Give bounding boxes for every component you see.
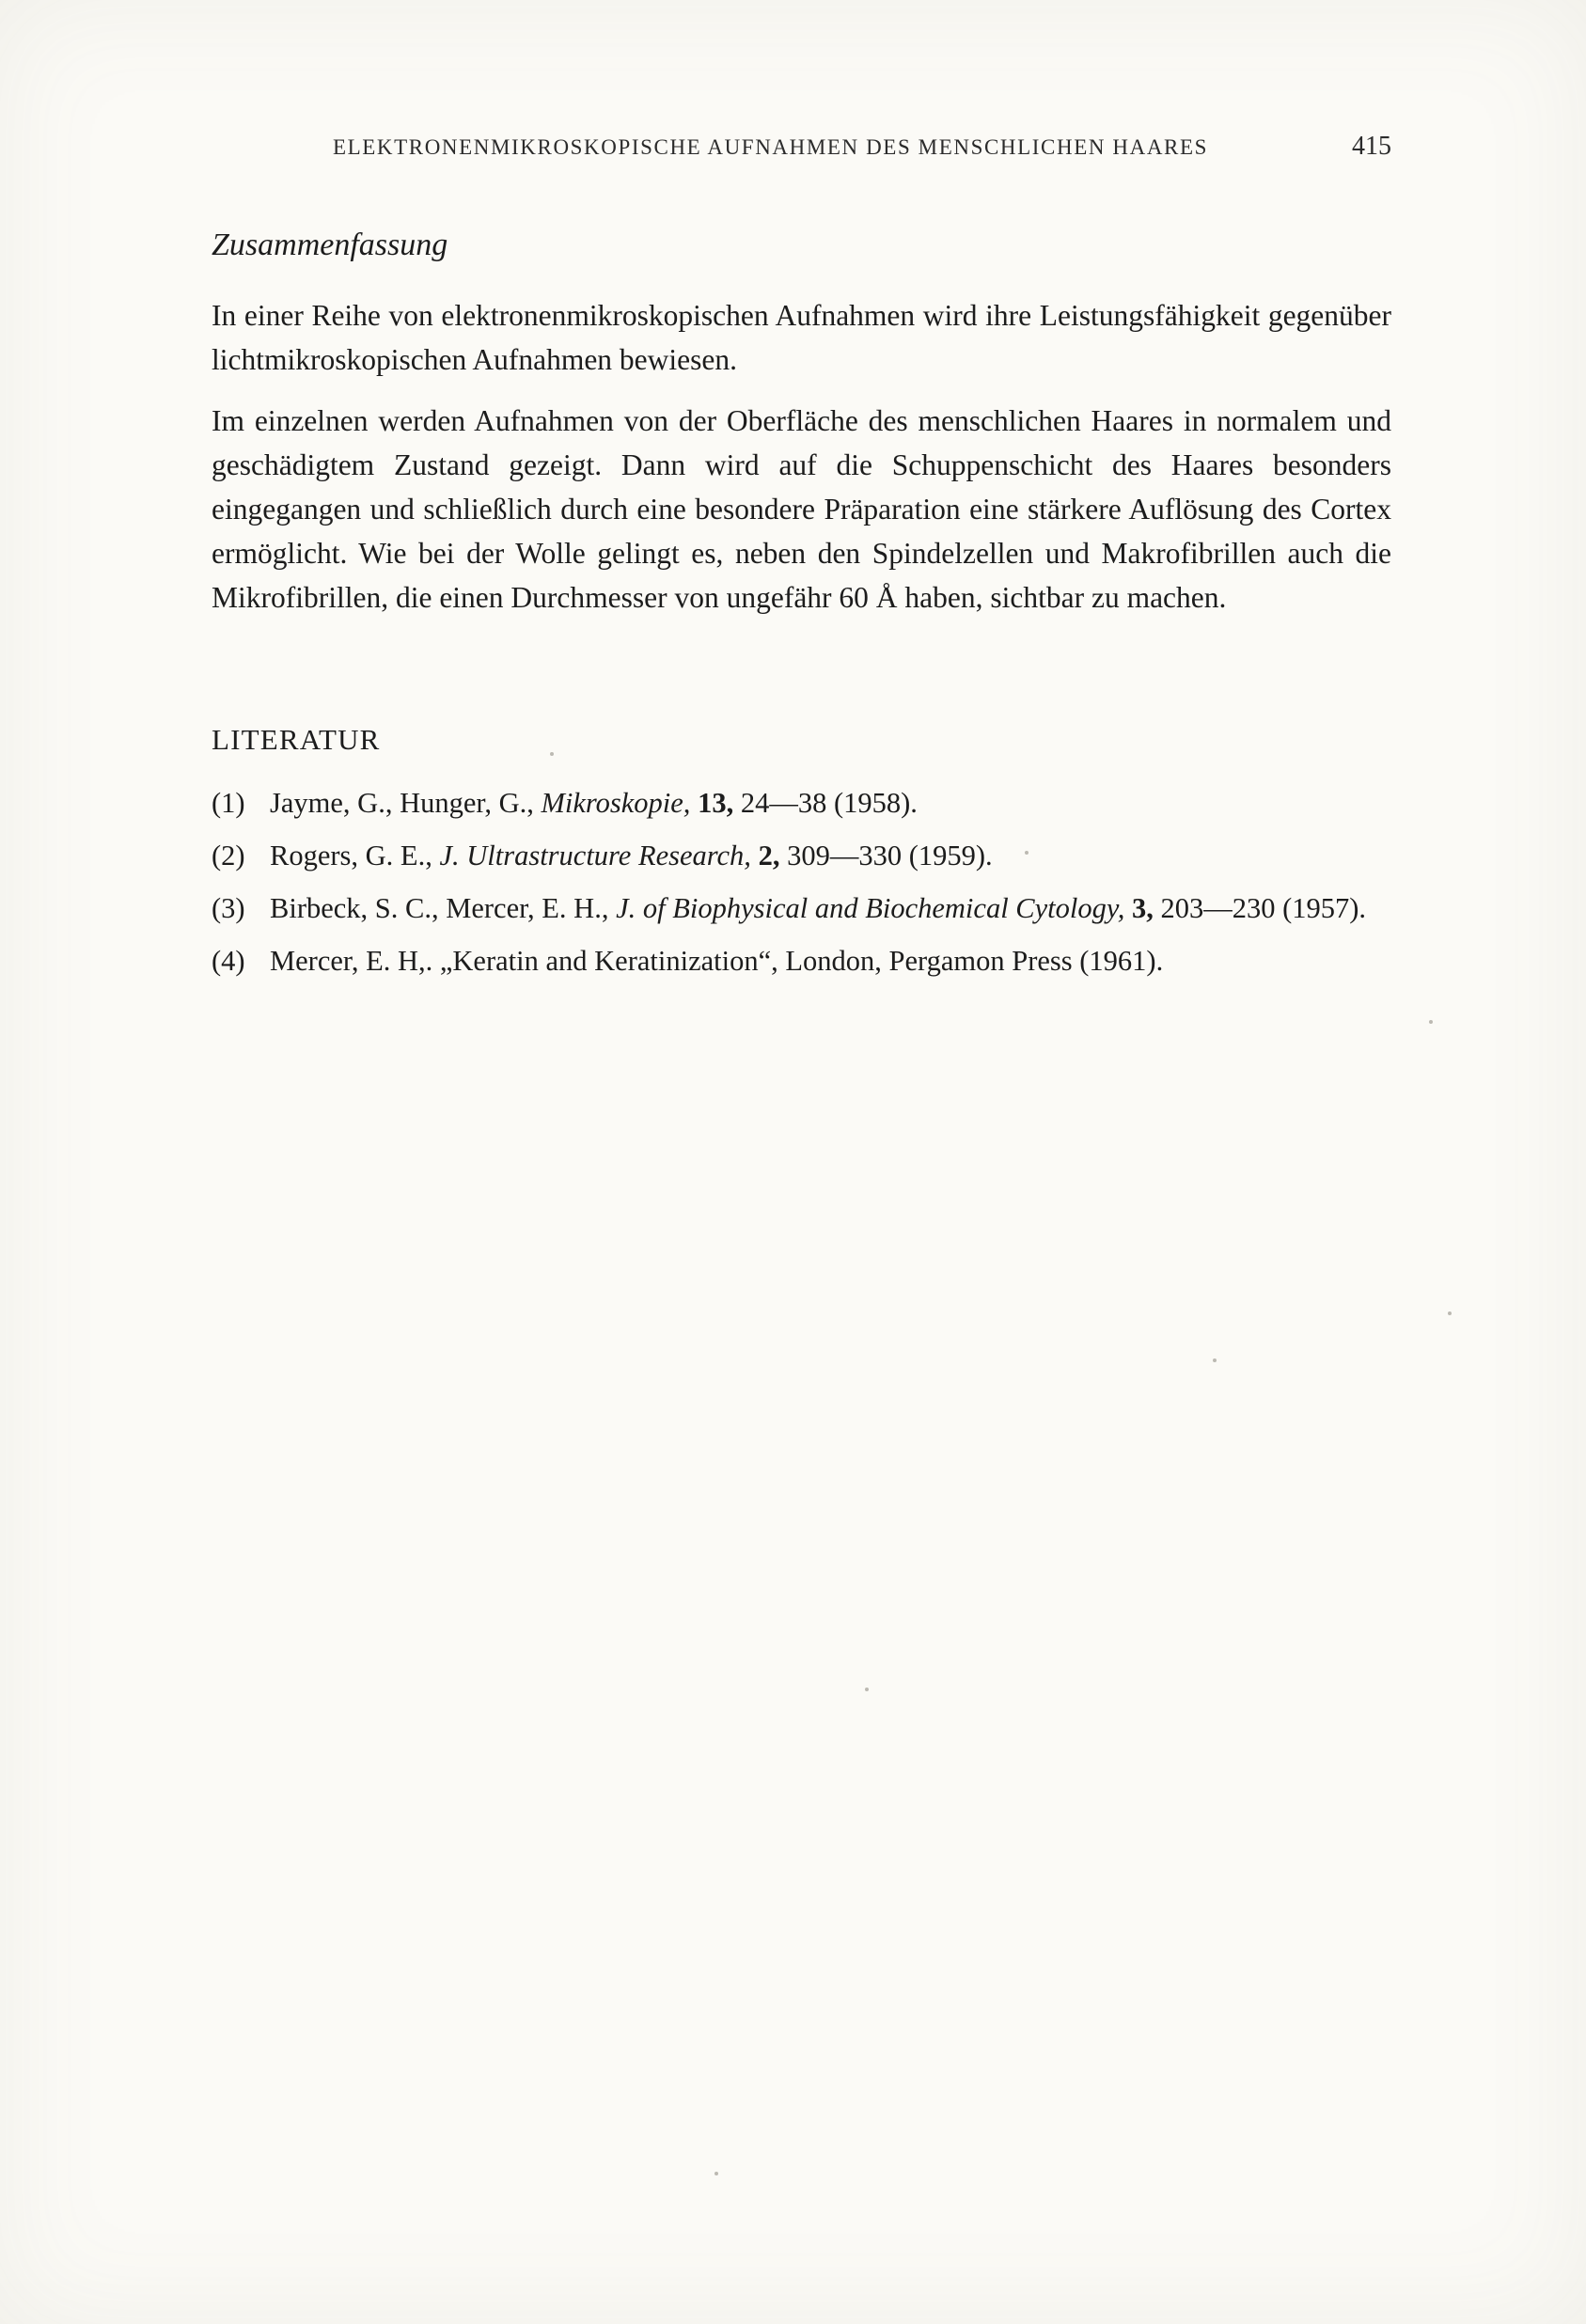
reference-authors: Rogers, G. E., [270,840,440,872]
scan-speck [1429,1020,1433,1024]
reference-pages: 24—38 (1958). [733,787,918,819]
scan-speck [1025,851,1029,855]
reference-volume: 3, [1124,892,1154,924]
reference-number: (2) [212,840,245,872]
reference-text [270,781,1391,824]
summary-paragraph-1: In einer Reihe von elektronenmikroskopischen Aufnahmen wird ihre Leistungsfähigkeit gegenüber lichtmikroskopischen Aufnahmen bewiesen. [212,299,1391,376]
reference-item-2 [212,834,1391,877]
reference-authors: Birbeck, S. C., Mercer, E. H., [270,892,617,924]
scan-speck [550,752,554,756]
page-number: 415 [1352,132,1391,161]
scan-speck [1448,1311,1452,1315]
reference-journal: J. of Biophysical and Biochemical Cytology, [616,892,1125,924]
reference-number: (4) [212,945,245,977]
reference-journal: J. Ultrastructure Research, [439,840,751,872]
reference-text [270,939,1391,982]
reference-item-1 [212,781,1391,824]
reference-pages: 203—230 (1957). [1153,892,1367,924]
reference-volume: 2, [750,840,780,872]
literature-heading: LITERATUR [212,723,381,756]
reference-journal: Mikroskopie, [541,787,691,819]
reference-list [212,781,1391,982]
reference-item-3 [212,887,1391,930]
reference-authors: Jayme, G., Hunger, G., [270,787,542,819]
reference-number: (1) [212,787,245,819]
reference-text [270,887,1391,930]
reference-text [270,834,1391,877]
reference-volume: 13, [690,787,734,819]
scan-speck [1213,1358,1217,1362]
summary-heading: Zusammenfassung [212,228,448,262]
scan-speck [865,1688,869,1691]
summary-paragraph-2: Im einzelnen werden Aufnahmen von der Oberfläche des menschlichen Haares in normalem und geschädigtem Zustand gezeigt. Dann wird auf die Schuppenschicht des Haares besonders eingegangen und schließlich durch eine besondere Präparation eine stärkere Auflösung des Cortex ermöglicht. Wie bei der Wolle gelingt es, neben den Spindelzellen und Makrofibrillen auch die Mikrofibrillen, die einen Durchmesser von ungefähr 60 Å haben, sichtbar zu machen. [212,404,1391,614]
running-head [212,132,1391,162]
reference-item-4 [212,939,1391,982]
reference-number: (3) [212,892,245,924]
reference-authors: Mercer, E. H,. „Keratin and Keratinization“, London, Pergamon Press (1961). [270,945,1164,977]
scan-speck [714,2172,718,2175]
running-head-title: ELEKTRONENMIKROSKOPISCHE AUFNAHMEN DES MENSCHLICHEN HAARES [332,135,1209,159]
reference-pages: 309—330 (1959). [779,840,993,872]
